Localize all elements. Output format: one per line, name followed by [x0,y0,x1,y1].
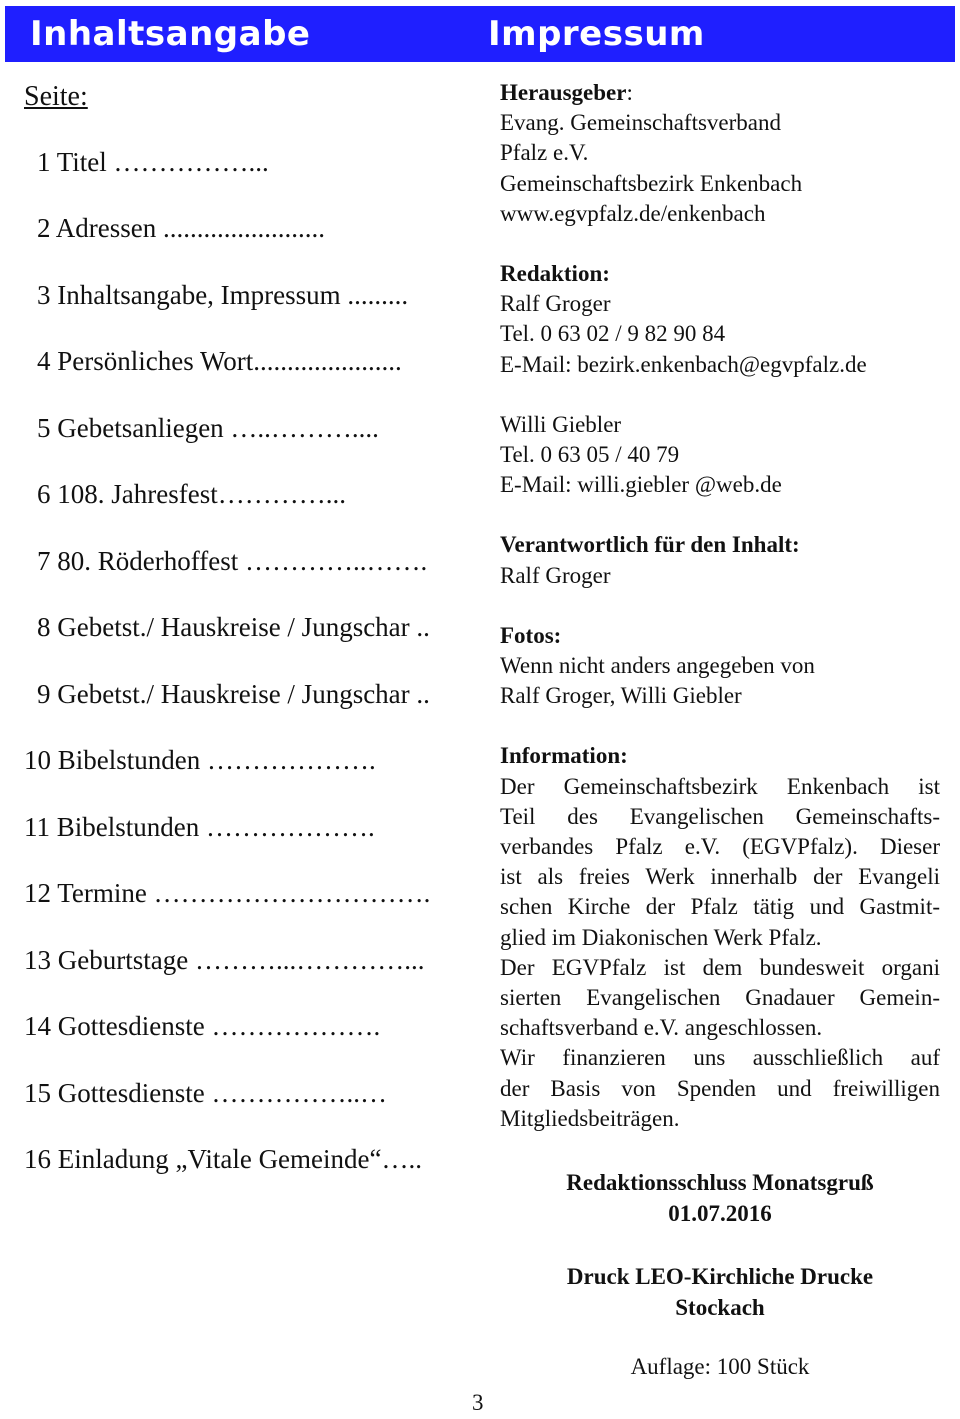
information-line: der Basis von Spenden und freiwilligen [500,1075,940,1101]
impressum-title: Impressum [488,14,705,54]
toc-entry: 13 Geburtstage ………...…………... [24,945,425,975]
toc-entry: 2 Adressen ........................ [37,213,325,243]
redaktion-line: Ralf Groger [500,291,611,317]
fotos-line: Ralf Groger, Willi Giebler [500,683,742,709]
toc-entry: 7 80. Röderhoffest …………..……. [37,546,428,576]
redaktionsschluss-label: Redaktionsschluss Monatsgruß [566,1170,874,1195]
toc-entry: 16 Einladung „Vitale Gemeinde“….. [24,1144,422,1174]
herausgeber-line: Pfalz e.V. [500,140,589,166]
verantwortlich-name: Ralf Groger [500,562,611,588]
information-line: schaftsverband e.V. angeschlossen. [500,1015,823,1041]
druck-block [500,1262,940,1323]
redaktion-phone: Tel. 0 63 02 / 9 82 90 84 [500,321,726,347]
information-line: glied im Diakonischen Werk Pfalz. [500,924,822,950]
toc-entry: 12 Termine …………………………. [24,878,431,908]
herausgeber-label: Herausgeber [500,80,627,105]
giebler-phone: Tel. 0 63 05 / 40 79 [500,442,680,468]
toc-entry: 15 Gottesdienste ……………..… [24,1078,387,1108]
redaktionsschluss-block [500,1168,940,1229]
fotos-label: Fotos: [500,622,562,648]
information-line: sierten Evangelischen Gnadauer Gemein- [500,985,940,1011]
toc-title: Inhaltsangabe [30,14,311,54]
information-line: ist als freies Werk innerhalb der Evangeli [500,864,940,890]
toc-entry: 5 Gebetsanliegen …..……….... [37,413,379,443]
information-label: Information: [500,743,628,769]
druck-line: Stockach [675,1294,765,1320]
herausgeber-line: Evang. Gemeinschaftsverband [500,110,782,136]
druck-line: Druck LEO-Kirchliche Drucke [566,1264,874,1289]
redaktionsschluss-date: 01.07.2016 [668,1200,772,1226]
auflage-text: Auflage: 100 Stück [630,1354,810,1379]
toc-entry: 4 Persönliches Wort...................... [37,346,402,376]
herausgeber-line: Gemeinschaftsbezirk Enkenbach [500,170,803,196]
information-line: schen Kirche der Pfalz tätig und Gastmit- [500,894,940,920]
toc-entry: 14 Gottesdienste ………………. [24,1011,381,1041]
information-line: Wir finanzieren uns ausschließlich auf [500,1045,940,1071]
information-line: Mitgliedsbeiträgen. [500,1105,680,1131]
herausgeber-heading [500,78,940,108]
information-line: Teil des Evangelischen Gemeinschafts- [500,803,940,829]
fotos-line: Wenn nicht anders angegeben von [500,653,815,679]
redaktion-label: Redaktion: [500,261,610,287]
toc-entry: 6 108. Jahresfest…………... [37,479,346,509]
toc-entry: 11 Bibelstunden ………………. [24,812,375,842]
toc-entry: 1 Titel ……………... [37,147,269,177]
impressum-section [500,78,940,1134]
page-number: 3 [472,1390,484,1415]
giebler-email: E-Mail: willi.giebler @web.de [500,472,782,498]
seite-label: Seite: [24,81,88,112]
redaktion-email: E-Mail: bezirk.enkenbach@egvpfalz.de [500,351,867,377]
verantwortlich-label: Verantwortlich für den Inhalt: [500,532,800,558]
information-line: Der Gemeinschaftsbezirk Enkenbach ist [500,773,940,799]
information-line: Der EGVPfalz ist dem bundesweit organi [500,954,940,980]
herausgeber-colon: : [626,80,633,105]
toc-entry: 8 Gebetst./ Hauskreise / Jungschar .. [37,612,430,642]
toc-entry: 10 Bibelstunden ………………. [24,745,376,775]
information-line: verbandes Pfalz e.V. (EGVPfalz). Dieser [500,834,940,860]
herausgeber-website: www.egvpfalz.de/enkenbach [500,200,766,226]
toc-entry: 9 Gebetst./ Hauskreise / Jungschar .. [37,679,430,709]
giebler-name: Willi Giebler [500,411,622,437]
toc-entry: 3 Inhaltsangabe, Impressum ......... [37,280,409,310]
header-banner [5,6,955,62]
